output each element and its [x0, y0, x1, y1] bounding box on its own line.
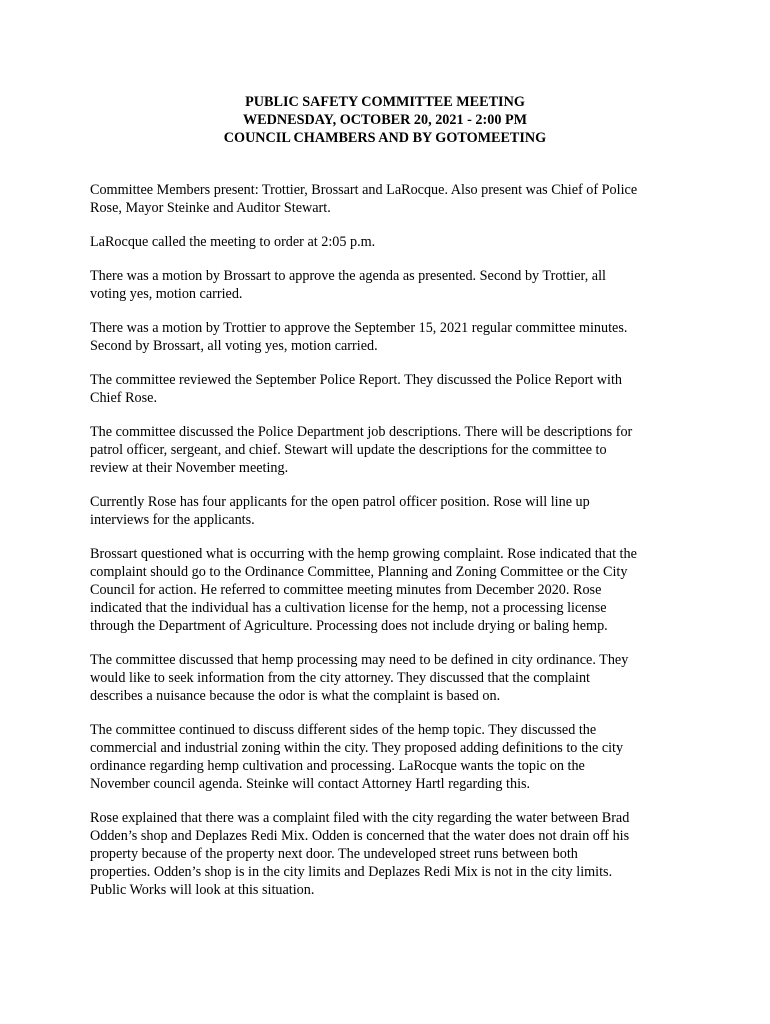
paragraph-line: The committee discussed that hemp processing may need to be defined in city ordinance. They	[90, 652, 629, 668]
minutes-body	[90, 181, 688, 915]
paragraph-line: would like to seek information from the city attorney. They discussed that the complaint	[90, 670, 590, 686]
paragraph-line: November council agenda. Steinke will contact Attorney Hartl regarding this.	[90, 776, 531, 792]
paragraph-line: review at their November meeting.	[90, 460, 289, 476]
paragraph-line: indicated that the individual has a cultivation license for the hemp, not a processing license	[90, 600, 607, 616]
paragraph-line: property because of the property next door. The undeveloped street runs between both	[90, 846, 578, 862]
paragraph-line: The committee continued to discuss different sides of the hemp topic. They discussed the	[90, 722, 597, 738]
paragraph-line: Second by Brossart, all voting yes, motion carried.	[90, 338, 378, 354]
paragraph-line: Brossart questioned what is occurring with the hemp growing complaint. Rose indicated that the	[90, 546, 637, 562]
paragraph-line: There was a motion by Trottier to approve the September 15, 2021 regular committee minutes.	[90, 320, 628, 336]
paragraph	[90, 651, 688, 705]
paragraph-line: Chief Rose.	[90, 390, 157, 406]
paragraph-line: The committee discussed the Police Department job descriptions. There will be descriptions for	[90, 424, 633, 440]
paragraph	[90, 721, 688, 793]
paragraph-line: complaint should go to the Ordinance Committee, Planning and Zoning Committee or the City	[90, 564, 628, 580]
header-title: PUBLIC SAFETY COMMITTEE MEETING	[245, 94, 525, 110]
paragraph-line: Currently Rose has four applicants for the open patrol officer position. Rose will line up	[90, 494, 590, 510]
paragraph	[90, 181, 688, 217]
paragraph-line: through the Department of Agriculture. Processing does not include drying or baling hemp.	[90, 618, 608, 634]
paragraph-line: Council for action. He referred to committee meeting minutes from December 2020. Rose	[90, 582, 602, 598]
paragraph	[90, 423, 688, 477]
paragraph-line: LaRocque called the meeting to order at 2:05 p.m.	[90, 234, 376, 250]
paragraph-line: interviews for the applicants.	[90, 512, 255, 528]
paragraph-line: Rose explained that there was a complaint filed with the city regarding the water between Brad	[90, 810, 630, 826]
paragraph	[90, 371, 688, 407]
header-location: COUNCIL CHAMBERS AND BY GOTOMEETING	[223, 130, 547, 146]
paragraph-line: Committee Members present: Trottier, Brossart and LaRocque. Also present was Chief of Police	[90, 182, 638, 198]
paragraph	[90, 267, 688, 303]
header-date: WEDNESDAY, OCTOBER 20, 2021 - 2:00 PM	[242, 112, 528, 128]
paragraph-line: The committee reviewed the September Police Report. They discussed the Police Report with	[90, 372, 623, 388]
paragraph-line: properties. Odden’s shop is in the city limits and Deplazes Redi Mix is not in the city limits.	[90, 864, 613, 880]
paragraph-line: voting yes, motion carried.	[90, 286, 243, 302]
paragraph	[90, 233, 688, 251]
paragraph-line: commercial and industrial zoning within the city. They proposed adding definitions to the city	[90, 740, 624, 756]
paragraph-line: patrol officer, sergeant, and chief. Stewart will update the descriptions for the committee to	[90, 442, 607, 458]
paragraph	[90, 809, 688, 899]
paragraph-line: describes a nuisance because the odor is what the complaint is based on.	[90, 688, 501, 704]
paragraph-line: ordinance regarding hemp cultivation and processing. LaRocque wants the topic on the	[90, 758, 585, 774]
paragraph-line: There was a motion by Brossart to approve the agenda as presented. Second by Trottier, all	[90, 268, 606, 284]
paragraph	[90, 319, 688, 355]
paragraph-line: Odden’s shop and Deplazes Redi Mix. Odden is concerned that the water does not drain off his	[90, 828, 630, 844]
meeting-header	[0, 93, 770, 147]
paragraph-line: Public Works will look at this situation.	[90, 882, 315, 898]
paragraph-line: Rose, Mayor Steinke and Auditor Stewart.	[90, 200, 331, 216]
paragraph	[90, 545, 688, 635]
paragraph	[90, 493, 688, 529]
